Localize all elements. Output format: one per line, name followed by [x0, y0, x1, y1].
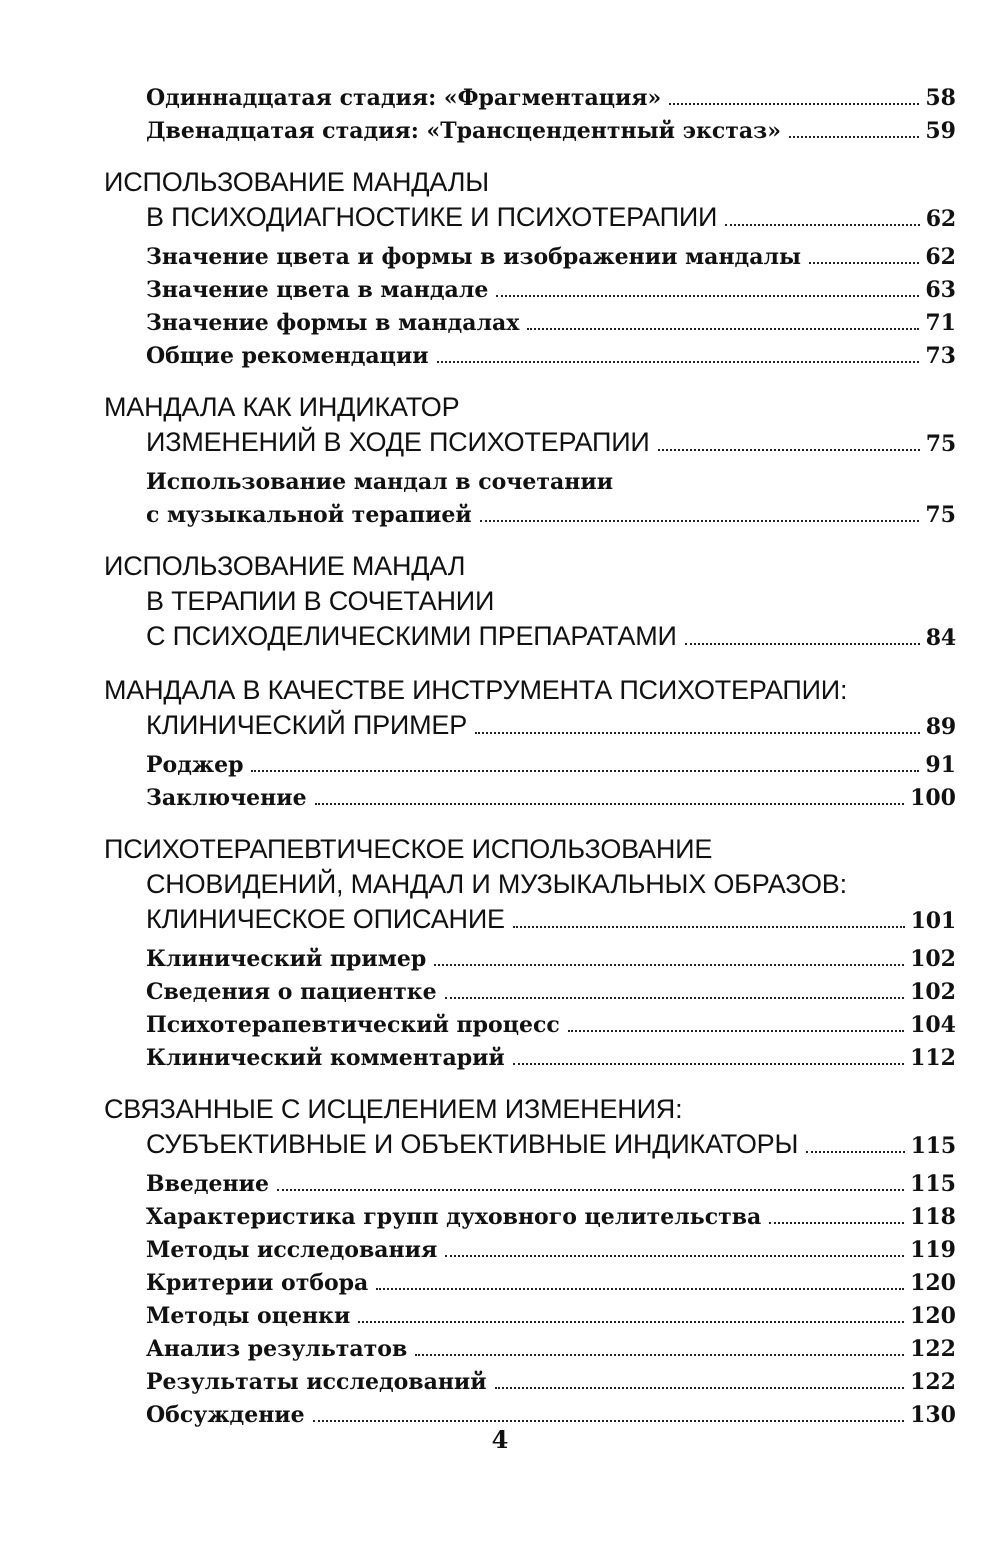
toc-entry-row	[146, 241, 956, 274]
dot-leader	[315, 803, 904, 805]
section-heading-last-line: ИЗМЕНЕНИЙ В ХОДЕ ПСИХОТЕРАПИИ	[146, 427, 650, 457]
toc-entry-row	[146, 1234, 956, 1267]
toc-entry-page-number: 118	[910, 1204, 956, 1230]
toc-entry	[104, 1333, 956, 1366]
dot-leader	[658, 449, 920, 451]
toc-entry-page-number: 75	[925, 502, 956, 528]
toc-entry-page-number: 104	[910, 1012, 956, 1038]
toc-entry-row	[146, 1366, 956, 1399]
toc-entry-line: Использование мандал в сочетании	[146, 469, 614, 495]
toc-entry-list	[104, 82, 956, 148]
toc-entry	[104, 274, 956, 307]
toc-entry-list	[104, 1168, 956, 1432]
toc-entry-row	[146, 1009, 956, 1042]
section-page-number: 89	[925, 714, 956, 740]
toc-entry-title: Сведения о пациентке	[146, 979, 437, 1005]
toc-section	[104, 549, 956, 656]
section-heading	[104, 1092, 956, 1164]
toc-entry-list	[104, 943, 956, 1075]
dot-leader	[527, 328, 919, 330]
dot-leader	[434, 964, 904, 966]
toc-entry-page-number: 71	[925, 310, 956, 336]
toc-entry-row	[146, 1300, 956, 1333]
toc-entry	[104, 1168, 956, 1201]
table-of-contents	[104, 82, 956, 1432]
toc-entry-page-number: 62	[925, 244, 956, 270]
dot-leader	[358, 1321, 904, 1323]
toc-entry-title: Заключение	[146, 785, 307, 811]
dot-leader	[669, 103, 919, 105]
section-heading-last-line: СУБЪЕКТИВНЫЕ И ОБЪЕКТИВНЫЕ ИНДИКАТОРЫ	[146, 1129, 799, 1159]
toc-entry	[104, 943, 956, 976]
toc-entry	[104, 340, 956, 373]
toc-entry-title: Характеристика групп духовного целительства	[146, 1204, 762, 1230]
section-heading-row	[104, 708, 956, 745]
toc-entry-page-number: 122	[910, 1369, 956, 1395]
dot-leader	[789, 136, 919, 138]
section-heading-line: МАНДАЛА В КАЧЕСТВЕ ИНСТРУМЕНТА ПСИХОТЕРАПИИ:	[104, 675, 848, 705]
toc-entry-page-number: 115	[910, 1171, 956, 1197]
dot-leader	[725, 224, 920, 226]
dot-leader	[437, 361, 920, 363]
toc-entry-title: Методы исследования	[146, 1237, 438, 1263]
toc-entry-list	[104, 749, 956, 815]
toc-entry-row	[146, 749, 956, 782]
dot-leader	[445, 997, 904, 999]
toc-entry-page-number: 91	[925, 752, 956, 778]
toc-entry-title: Роджер	[146, 752, 244, 778]
toc-entry	[104, 1234, 956, 1267]
toc-entry-title: Клинический пример	[146, 946, 427, 972]
section-heading-row	[104, 200, 956, 237]
toc-entry-title: Обсуждение	[146, 1402, 305, 1428]
toc-entry-title: Методы оценки	[146, 1303, 351, 1329]
dot-leader	[568, 1030, 904, 1032]
toc-section	[104, 82, 956, 148]
dot-leader	[809, 262, 919, 264]
dot-leader	[277, 1189, 904, 1191]
section-heading-line: ИСПОЛЬЗОВАНИЕ МАНДАЛЫ	[104, 167, 489, 197]
toc-entry-page-number: 63	[925, 277, 956, 303]
dot-leader	[313, 1420, 904, 1422]
toc-section	[104, 390, 956, 532]
section-page-number: 62	[925, 206, 956, 232]
toc-entry	[104, 1201, 956, 1234]
toc-entry-row	[146, 1267, 956, 1300]
toc-entry-row	[146, 1168, 956, 1201]
toc-entry-row	[146, 115, 956, 148]
toc-entry	[104, 1366, 956, 1399]
section-heading-last-line: КЛИНИЧЕСКОЕ ОПИСАНИЕ	[146, 904, 505, 934]
toc-entry-row	[146, 340, 956, 373]
toc-entry-page-number: 102	[910, 979, 956, 1005]
section-page-number: 115	[910, 1133, 956, 1159]
toc-entry-row	[146, 499, 956, 532]
toc-section	[104, 673, 956, 815]
toc-entry-page-number: 58	[925, 85, 956, 111]
section-heading-row	[104, 619, 956, 656]
section-heading-line: ИСПОЛЬЗОВАНИЕ МАНДАЛ	[104, 551, 466, 581]
toc-entry	[104, 976, 956, 1009]
toc-section	[104, 832, 956, 1075]
toc-entry-page-number: 100	[910, 785, 956, 811]
toc-entry-title: с музыкальной терапией	[146, 502, 472, 528]
toc-entry-title: Введение	[146, 1171, 269, 1197]
toc-entry-page-number: 102	[910, 946, 956, 972]
toc-entry-row	[146, 943, 956, 976]
section-heading	[104, 832, 956, 939]
toc-entry-title: Значение цвета в мандале	[146, 277, 489, 303]
section-heading-row	[104, 902, 956, 939]
toc-entry	[104, 1267, 956, 1300]
toc-entry	[104, 82, 956, 115]
toc-entry-page-number: 122	[910, 1336, 956, 1362]
toc-entry	[104, 749, 956, 782]
section-heading	[104, 390, 956, 462]
dot-leader	[415, 1354, 904, 1356]
dot-leader	[445, 1255, 904, 1257]
section-heading-last-line: В ПСИХОДИАГНОСТИКЕ И ПСИХОТЕРАПИИ	[146, 202, 718, 232]
toc-entry	[104, 1042, 956, 1075]
section-heading-last-line: КЛИНИЧЕСКИЙ ПРИМЕР	[146, 710, 468, 740]
section-heading	[104, 673, 956, 745]
dot-leader	[513, 926, 905, 928]
section-heading-row	[104, 1127, 956, 1164]
toc-entry-row	[146, 274, 956, 307]
page-number: 4	[491, 1425, 509, 1454]
toc-entry-title: Результаты исследований	[146, 1369, 487, 1395]
toc-entry-row	[146, 1042, 956, 1075]
toc-entry	[104, 1009, 956, 1042]
toc-entry	[104, 1300, 956, 1333]
dot-leader	[769, 1222, 904, 1224]
dot-leader	[513, 1063, 904, 1065]
dot-leader	[475, 732, 920, 734]
toc-entry-title: Двенадцатая стадия: «Трансцендентный экстаз»	[146, 118, 781, 144]
toc-entry-row	[146, 1333, 956, 1366]
toc-entry	[104, 307, 956, 340]
toc-entry	[104, 241, 956, 274]
toc-entry-row	[146, 82, 956, 115]
section-heading-line: ПСИХОТЕРАПЕВТИЧЕСКОЕ ИСПОЛЬЗОВАНИЕ	[104, 834, 713, 864]
toc-entry-row	[146, 976, 956, 1009]
toc-section	[104, 1092, 956, 1432]
toc-entry-row	[146, 1201, 956, 1234]
section-heading-line: МАНДАЛА КАК ИНДИКАТОР	[104, 392, 460, 422]
dot-leader	[376, 1288, 904, 1290]
toc-entry	[104, 466, 956, 532]
toc-entry	[104, 782, 956, 815]
toc-section	[104, 165, 956, 373]
section-heading	[104, 549, 956, 656]
section-page-number: 84	[925, 625, 956, 651]
section-page-number: 101	[910, 908, 956, 934]
toc-entry-title: Одиннадцатая стадия: «Фрагментация»	[146, 85, 662, 111]
toc-entry-title: Критерии отбора	[146, 1270, 369, 1296]
toc-entry-page-number: 120	[910, 1270, 956, 1296]
toc-entry-page-number: 112	[910, 1045, 956, 1071]
toc-entry-title: Клинический комментарий	[146, 1045, 505, 1071]
toc-entry-page-number: 119	[910, 1237, 956, 1263]
toc-entry-page-number: 120	[910, 1303, 956, 1329]
toc-entry	[104, 115, 956, 148]
toc-entry-title: Значение формы в мандалах	[146, 310, 520, 336]
section-page-number: 75	[925, 431, 956, 457]
dot-leader	[251, 770, 919, 772]
toc-entry-row	[146, 782, 956, 815]
toc-entry-row	[146, 307, 956, 340]
section-heading-line: СВЯЗАННЫЕ С ИСЦЕЛЕНИЕМ ИЗМЕНЕНИЯ:	[104, 1094, 683, 1124]
toc-entry-list	[104, 241, 956, 373]
toc-entry-page-number: 130	[910, 1402, 956, 1428]
section-heading	[104, 165, 956, 237]
dot-leader	[806, 1151, 904, 1153]
dot-leader	[495, 1387, 904, 1389]
toc-entry-title: Анализ результатов	[146, 1336, 408, 1362]
toc-entry-page-number: 73	[925, 343, 956, 369]
section-heading-last-line: С ПСИХОДЕЛИЧЕСКИМИ ПРЕПАРАТАМИ	[146, 621, 677, 651]
section-heading-row	[104, 425, 956, 462]
toc-entry-title: Значение цвета и формы в изображении мандалы	[146, 244, 802, 270]
dot-leader	[685, 643, 920, 645]
section-heading-line: СНОВИДЕНИЙ, МАНДАЛ И МУЗЫКАЛЬНЫХ ОБРАЗОВ:	[146, 869, 847, 899]
toc-entry-title: Общие рекомендации	[146, 343, 429, 369]
dot-leader	[480, 520, 920, 522]
toc-entry-title: Психотерапевтический процесс	[146, 1012, 560, 1038]
section-heading-line: В ТЕРАПИИ В СОЧЕТАНИИ	[146, 586, 495, 616]
toc-entry-list	[104, 466, 956, 532]
dot-leader	[496, 295, 919, 297]
toc-entry-page-number: 59	[925, 118, 956, 144]
